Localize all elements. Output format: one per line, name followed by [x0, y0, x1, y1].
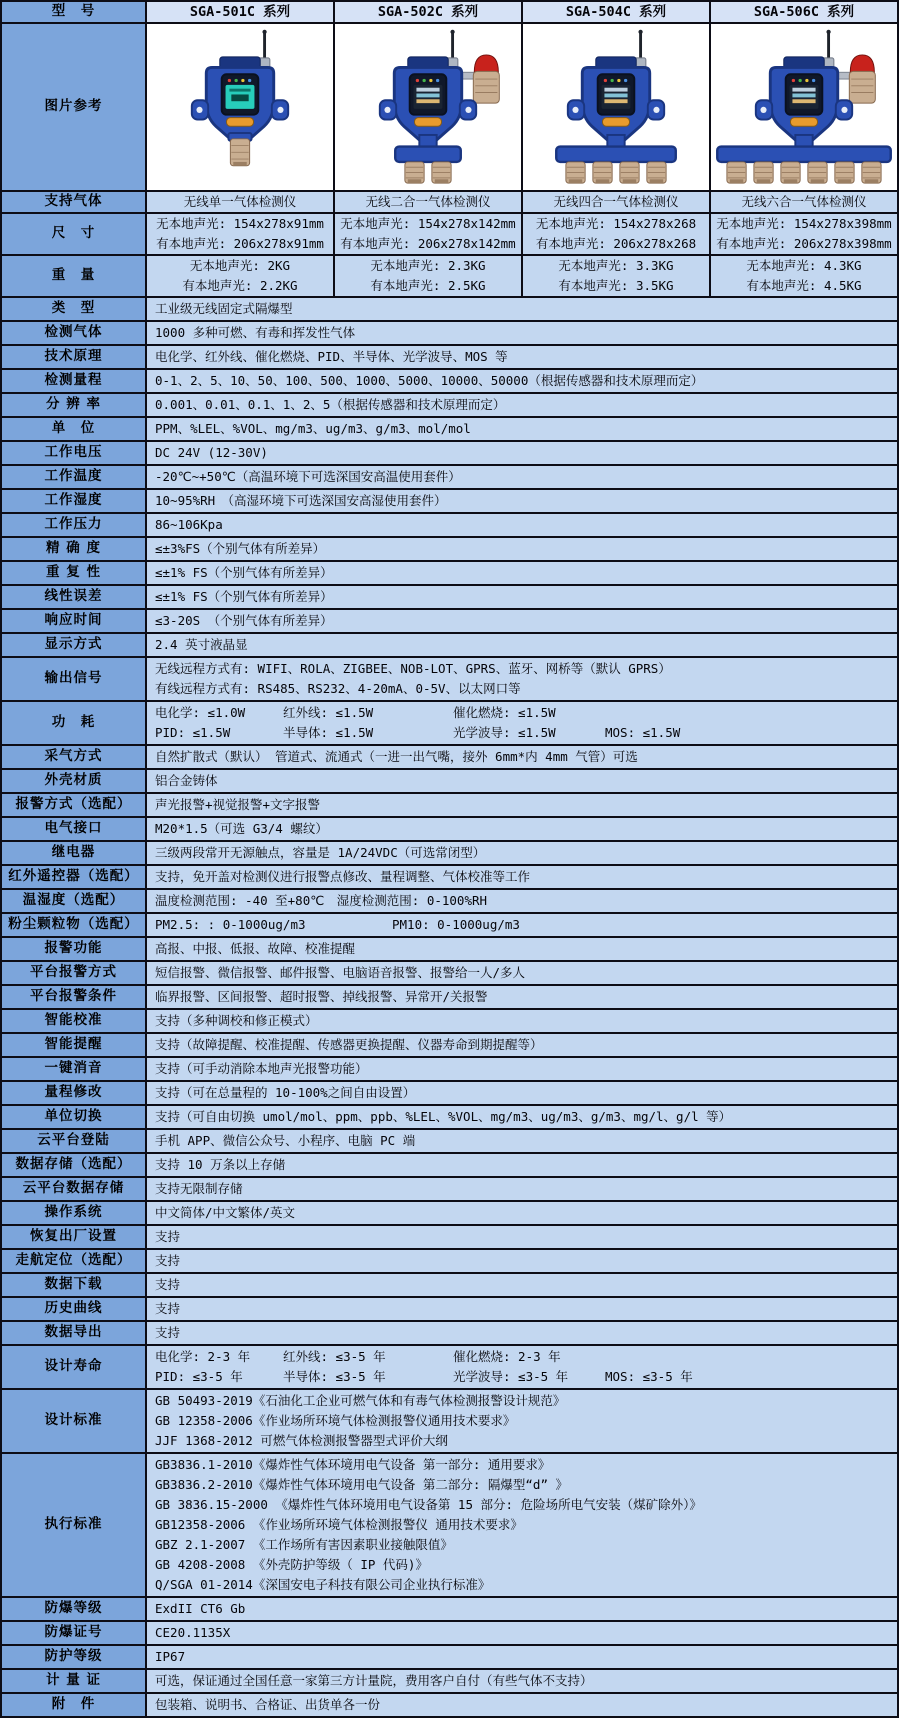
spec-row-weight [2, 256, 897, 298]
spec-label-electrical-port: 电气接口 [2, 818, 147, 840]
spec-label-gases: 支持气体 [2, 192, 147, 212]
spec-label-metering: 计 量 证 [2, 1670, 147, 1692]
spec-value-output [147, 658, 897, 700]
value-line: 三级两段常开无源触点，容量是 1A/24VDC（可选常闭型） [155, 845, 486, 860]
spec-row-platform-alarm [2, 962, 897, 986]
model-name: SGA-501C 系列 [189, 4, 291, 20]
value-line: JJF 1368-2012 可燃气体检测报警器型式评价大纲 [155, 1433, 448, 1448]
spec-label-images: 图片参考 [2, 24, 147, 190]
spec-label-ip-grade: 防护等级 [2, 1646, 147, 1668]
spec-row-pressure [2, 514, 897, 538]
spec-value-resolution [147, 394, 897, 416]
spec-value-unit-switch [147, 1106, 897, 1128]
spec-label-type: 类 型 [2, 298, 147, 320]
spec-row-export [2, 1322, 897, 1346]
value-line: 10~95%RH （高湿环境下可选深国安高湿使用套件） [155, 493, 447, 508]
spec-label-display: 显示方式 [2, 634, 147, 656]
value-line: 支持（可手动消除本地声光报警功能） [155, 1061, 368, 1076]
spec-row-principle [2, 346, 897, 370]
value-line: 支持 [155, 1277, 181, 1292]
spec-value-accuracy [147, 538, 897, 560]
spec-label-dust: 粉尘颗粒物（选配） [2, 914, 147, 936]
spec-label-principle: 技术原理 [2, 346, 147, 368]
spec-label-ex-grade: 防爆等级 [2, 1598, 147, 1620]
spec-value-range-mod [147, 1082, 897, 1104]
value-line: ≤±1% FS（个别气体有所差异） [155, 565, 333, 580]
value-line: 无本地声光: 2.3KG [370, 258, 486, 273]
spec-label-os: 操作系统 [2, 1202, 147, 1224]
spec-value-response [147, 610, 897, 632]
value-line: 支持（可自由切换 umol/mol、ppm、ppb、%LEL、%VOL、mg/m3、ug/m3、g/m3、mg/l、g/l 等） [155, 1109, 732, 1124]
device-illustration-sga-504c [524, 27, 708, 187]
spec-row-smart-cal [2, 1010, 897, 1034]
spec-value-temp-humi [147, 890, 897, 912]
spec-row-range [2, 370, 897, 394]
spec-row-repeatability [2, 562, 897, 586]
spec-value-ir-remote [147, 866, 897, 888]
spec-value-exec-std [147, 1454, 897, 1596]
value-segment: 半导体: ≤3-5 年 [283, 1369, 386, 1384]
spec-value-cloud-login [147, 1130, 897, 1152]
spec-row-cloud-login [2, 1130, 897, 1154]
value-line: 临界报警、区间报警、超时报警、掉线报警、异常开/关报警 [155, 989, 488, 1004]
model-header-sga-504c [523, 2, 711, 22]
device-illustration-sga-501c [148, 27, 332, 187]
value-line: 支持无限制存储 [155, 1181, 243, 1196]
device-illustration-sga-506c [712, 27, 896, 187]
model-header-sga-502c [335, 2, 523, 22]
spec-label-exec-std: 执行标准 [2, 1454, 147, 1596]
spec-row-alarm-func [2, 938, 897, 962]
value-line: ≤±3%FS（个别气体有所差异） [155, 541, 326, 556]
spec-row-temp-humi [2, 890, 897, 914]
value-line: 无本地声光: 4.3KG [746, 258, 862, 273]
spec-value-electrical-port [147, 818, 897, 840]
spec-value-dust [147, 914, 897, 936]
spec-label-download: 数据下载 [2, 1274, 147, 1296]
value-segment: 电化学: 2-3 年 [155, 1349, 251, 1364]
spec-row-range-mod [2, 1082, 897, 1106]
spec-label-accuracy: 精 确 度 [2, 538, 147, 560]
value-line: GB3836.1-2010《爆炸性气体环境用电气设备 第一部分: 通用要求》 [155, 1457, 551, 1472]
spec-row-type [2, 298, 897, 322]
value-line: 支持（多种调校和修正模式） [155, 1013, 318, 1028]
value-line: 支持（故障提醒、校准提醒、传感器更换提醒、仪器寿命到期提醒等） [155, 1037, 543, 1052]
value-line: GB12358-2006 《作业场所环境气体检测报警仪 通用技术要求》 [155, 1517, 523, 1532]
spec-value-metering [147, 1670, 897, 1692]
spec-label-response: 响应时间 [2, 610, 147, 632]
value-line: 包装箱、说明书、合格证、出货单各一份 [155, 1697, 381, 1712]
value-line: 无本地声光: 2KG [189, 258, 291, 273]
spec-value-weight-col3 [523, 256, 711, 296]
value-line: 支持 [155, 1325, 181, 1340]
spec-value-gases-col1 [147, 192, 335, 212]
spec-label-model: 型 号 [2, 2, 147, 22]
spec-label-mute: 一键消音 [2, 1058, 147, 1080]
value-line: GBZ 2.1-2007 《工作场所有害因素职业接触限值》 [155, 1537, 453, 1552]
spec-value-lifespan [147, 1346, 897, 1388]
value-line: 有本地声光: 2.2KG [182, 278, 298, 293]
spec-label-size: 尺 寸 [2, 214, 147, 254]
spec-label-ir-remote: 红外遥控器（选配） [2, 866, 147, 888]
spec-row-gas-count [2, 322, 897, 346]
value-segment: 红外线: ≤1.5W [283, 705, 374, 720]
value-line: 支持 10 万条以上存储 [155, 1157, 286, 1172]
spec-value-principle [147, 346, 897, 368]
spec-value-design-std [147, 1390, 897, 1452]
value-line: 支持（可在总量程的 10-100%之间自由设置） [155, 1085, 416, 1100]
value-line: 有本地声光: 206x278x268 [535, 236, 697, 251]
product-image-sga-501c [147, 24, 335, 190]
value-line: 高报、中报、低报、故障、校准提醒 [155, 941, 356, 956]
value-line: 铝合金铸体 [155, 773, 218, 788]
value-line: 短信报警、微信报警、邮件报警、电脑语音报警、报警给一人/多人 [155, 965, 526, 980]
spec-label-cloud-login: 云平台登陆 [2, 1130, 147, 1152]
value-line: 有本地声光: 3.5KG [558, 278, 674, 293]
value-segment: PM2.5: : 0-1000ug/m3 [155, 917, 306, 932]
value-line: PPM、%LEL、%VOL、mg/m3、ug/m3、g/m3、mol/mol [155, 421, 471, 436]
value-line: IP67 [155, 1649, 186, 1664]
spec-value-nav-locate [147, 1250, 897, 1272]
value-line: 无本地声光: 154x278x91mm [156, 216, 324, 231]
spec-row-unit-switch [2, 1106, 897, 1130]
spec-value-smart-cal [147, 1010, 897, 1032]
spec-value-platform-alarm [147, 962, 897, 984]
spec-row-electrical-port [2, 818, 897, 842]
spec-row-ex-grade [2, 1598, 897, 1622]
spec-label-cloud-storage: 云平台数据存储 [2, 1178, 147, 1200]
value-line [155, 915, 889, 935]
value-line: 有本地声光: 4.5KG [746, 278, 862, 293]
spec-row-voltage [2, 442, 897, 466]
spec-value-gases-col4 [711, 192, 897, 212]
spec-label-smart-remind: 智能提醒 [2, 1034, 147, 1056]
value-line: 0.001、0.01、0.1、1、2、5（根据传感器和技术原理而定） [155, 397, 506, 412]
spec-value-ip-grade [147, 1646, 897, 1668]
value-line: 工业级无线固定式隔爆型 [155, 301, 293, 316]
value-line: ≤±1% FS（个别气体有所差异） [155, 589, 333, 604]
spec-row-storage [2, 1154, 897, 1178]
value-line: 有本地声光: 206x278x398mm [716, 236, 892, 251]
spec-row-size [2, 214, 897, 256]
value-line: DC 24V (12-30V) [155, 445, 268, 460]
spec-row-os [2, 1202, 897, 1226]
spec-row-gases [2, 192, 897, 214]
spec-label-alarm-func: 报警功能 [2, 938, 147, 960]
value-line: GB3836.2-2010《爆炸性气体环境用电气设备 第二部分: 隔爆型“d” 》 [155, 1477, 569, 1492]
model-name: SGA-502C 系列 [377, 4, 479, 20]
value-line: 无本地声光: 154x278x398mm [716, 216, 892, 231]
spec-row-alarm-mode [2, 794, 897, 818]
spec-value-voltage [147, 442, 897, 464]
spec-row-accessories [2, 1694, 897, 1716]
spec-row-response [2, 610, 897, 634]
value-line: 无线单一气体检测仪 [183, 194, 297, 209]
value-line: M20*1.5（可选 G3/4 螺纹） [155, 821, 328, 836]
spec-label-weight: 重 量 [2, 256, 147, 296]
spec-value-display [147, 634, 897, 656]
value-segment: 电化学: ≤1.0W [155, 705, 246, 720]
spec-value-work-humidity [147, 490, 897, 512]
spec-label-work-temp: 工作温度 [2, 466, 147, 488]
value-line: Q/SGA 01-2014《深国安电子科技有限公司企业执行标准》 [155, 1577, 491, 1592]
spec-label-ex-cert: 防爆证号 [2, 1622, 147, 1644]
spec-value-size-col1 [147, 214, 335, 254]
spec-value-download [147, 1274, 897, 1296]
spec-row-download [2, 1274, 897, 1298]
spec-label-alarm-mode: 报警方式（选配） [2, 794, 147, 816]
value-line: 无线六合一气体检测仪 [741, 194, 867, 209]
spec-value-size-col4 [711, 214, 897, 254]
value-line: GB 3836.15-2000 《爆炸性气体环境用电气设备第 15 部分: 危险场所电气安装（煤矿除外）》 [155, 1497, 702, 1512]
spec-label-platform-alarm: 平台报警方式 [2, 962, 147, 984]
value-line: 无线四合一气体检测仪 [553, 194, 679, 209]
spec-row-platform-cond [2, 986, 897, 1010]
spec-value-linearity [147, 586, 897, 608]
spec-label-factory-reset: 恢复出厂设置 [2, 1226, 147, 1248]
spec-label-smart-cal: 智能校准 [2, 1010, 147, 1032]
spec-value-gases-col2 [335, 192, 523, 212]
spec-row-unit [2, 418, 897, 442]
spec-label-sampling: 采气方式 [2, 746, 147, 768]
spec-label-pressure: 工作压力 [2, 514, 147, 536]
spec-value-history [147, 1298, 897, 1320]
spec-value-alarm-func [147, 938, 897, 960]
value-line: 0-1、2、5、10、50、100、500、1000、5000、10000、50000（根据传感器和技术原理而定） [155, 373, 704, 388]
spec-value-accessories [147, 1694, 897, 1716]
model-header-sga-501c [147, 2, 335, 22]
spec-value-storage [147, 1154, 897, 1176]
spec-value-weight-col1 [147, 256, 335, 296]
spec-label-work-humidity: 工作湿度 [2, 490, 147, 512]
value-segment: 催化燃烧: 2-3 年 [453, 1349, 561, 1364]
spec-value-cloud-storage [147, 1178, 897, 1200]
spec-value-repeatability [147, 562, 897, 584]
value-line: 2.4 英寸液晶显 [155, 637, 248, 652]
spec-label-nav-locate: 走航定位（选配） [2, 1250, 147, 1272]
spec-value-gases-col3 [523, 192, 711, 212]
value-line: 温度检测范围: -40 至+80℃ 湿度检测范围: 0-100%RH [155, 893, 488, 908]
spec-row-smart-remind [2, 1034, 897, 1058]
value-segment: MOS: ≤3-5 年 [605, 1369, 693, 1384]
value-line: 手机 APP、微信公众号、小程序、电脑 PC 端 [155, 1133, 416, 1148]
value-line: 有本地声光: 2.5KG [370, 278, 486, 293]
spec-row-ex-cert [2, 1622, 897, 1646]
spec-value-factory-reset [147, 1226, 897, 1248]
value-segment: 光学波导: ≤3-5 年 [453, 1369, 569, 1384]
value-segment: 光学波导: ≤1.5W [453, 725, 556, 740]
spec-row-ip-grade [2, 1646, 897, 1670]
value-line: GB 4208-2008 《外壳防护等级（ IP 代码)》 [155, 1557, 428, 1572]
value-line [155, 703, 889, 723]
spec-value-export [147, 1322, 897, 1344]
spec-value-range [147, 370, 897, 392]
spec-row-cloud-storage [2, 1178, 897, 1202]
product-image-row [2, 24, 897, 192]
spec-value-work-temp [147, 466, 897, 488]
product-image-sga-502c [335, 24, 523, 190]
spec-label-accessories: 附 件 [2, 1694, 147, 1716]
spec-value-shell [147, 770, 897, 792]
value-line: 有线远程方式有: RS485、RS232、4-20mA、0-5V、以太网口等 [155, 681, 521, 696]
spec-label-history: 历史曲线 [2, 1298, 147, 1320]
spec-value-alarm-mode [147, 794, 897, 816]
spec-label-design-std: 设计标准 [2, 1390, 147, 1452]
value-line: 无本地声光: 154x278x268 [535, 216, 697, 231]
spec-value-power [147, 702, 897, 744]
spec-row-output [2, 658, 897, 702]
value-line: 中文简体/中文繁体/英文 [155, 1205, 296, 1220]
value-line: 86~106Kpa [155, 517, 223, 532]
value-segment: MOS: ≤1.5W [605, 725, 681, 740]
value-line: 无线二合一气体检测仪 [365, 194, 491, 209]
spec-value-platform-cond [147, 986, 897, 1008]
spec-label-platform-cond: 平台报警条件 [2, 986, 147, 1008]
spec-label-lifespan: 设计寿命 [2, 1346, 147, 1388]
spec-row-resolution [2, 394, 897, 418]
spec-row-accuracy [2, 538, 897, 562]
value-segment: 催化燃烧: ≤1.5W [453, 705, 556, 720]
model-header-sga-506c [711, 2, 897, 22]
spec-label-range-mod: 量程修改 [2, 1082, 147, 1104]
value-line: 无本地声光: 154x278x142mm [340, 216, 516, 231]
value-line: 有本地声光: 206x278x142mm [340, 236, 516, 251]
spec-value-ex-grade [147, 1598, 897, 1620]
value-line: 1000 多种可燃、有毒和挥发性气体 [155, 325, 356, 340]
spec-row-power [2, 702, 897, 746]
spec-label-unit-switch: 单位切换 [2, 1106, 147, 1128]
spec-row-linearity [2, 586, 897, 610]
spec-value-pressure [147, 514, 897, 536]
spec-rows [2, 192, 897, 1716]
spec-value-type [147, 298, 897, 320]
spec-row-shell [2, 770, 897, 794]
value-segment: PM10: 0-1000ug/m3 [392, 917, 520, 932]
spec-value-gas-count [147, 322, 897, 344]
spec-value-weight-col4 [711, 256, 897, 296]
spec-row-lifespan [2, 1346, 897, 1390]
device-illustration-sga-502c [336, 27, 520, 187]
model-name: SGA-504C 系列 [565, 4, 667, 20]
spec-label-power: 功 耗 [2, 702, 147, 744]
spec-value-size-col2 [335, 214, 523, 254]
spec-row-factory-reset [2, 1226, 897, 1250]
spec-row-display [2, 634, 897, 658]
spec-label-gas-count: 检测气体 [2, 322, 147, 344]
value-line: GB 50493-2019《石油化工企业可燃气体和有毒气体检测报警设计规范》 [155, 1393, 566, 1408]
spec-value-relay [147, 842, 897, 864]
spec-label-temp-humi: 温湿度（选配） [2, 890, 147, 912]
spec-row-exec-std [2, 1454, 897, 1598]
value-line: 可选，保证通过全国任意一家第三方计量院，费用客户自付（有些气体不支持） [155, 1673, 593, 1688]
spec-label-range: 检测量程 [2, 370, 147, 392]
value-line: ≤3-20S （个别气体有所差异） [155, 613, 333, 628]
value-segment: 红外线: ≤3-5 年 [283, 1349, 386, 1364]
spec-value-ex-cert [147, 1622, 897, 1644]
value-line: 支持 [155, 1253, 181, 1268]
value-line: 支持，免开盖对检测仪进行报警点修改、量程调整、气体校准等工作 [155, 869, 531, 884]
product-image-sga-506c [711, 24, 897, 190]
header-row [2, 2, 897, 24]
spec-label-output: 输出信号 [2, 658, 147, 700]
spec-label-repeatability: 重 复 性 [2, 562, 147, 584]
value-line: 电化学、红外线、催化燃烧、PID、半导体、光学波导、MOS 等 [155, 349, 508, 364]
value-line: 支持 [155, 1229, 181, 1244]
value-segment: 半导体: ≤1.5W [283, 725, 374, 740]
spec-value-mute [147, 1058, 897, 1080]
spec-label-shell: 外壳材质 [2, 770, 147, 792]
value-line: 无本地声光: 3.3KG [558, 258, 674, 273]
spec-row-work-humidity [2, 490, 897, 514]
spec-value-size-col3 [523, 214, 711, 254]
spec-row-relay [2, 842, 897, 866]
spec-label-export: 数据导出 [2, 1322, 147, 1344]
value-line: GB 12358-2006《作业场所环境气体检测报警仪通用技术要求》 [155, 1413, 516, 1428]
spec-row-work-temp [2, 466, 897, 490]
spec-row-nav-locate [2, 1250, 897, 1274]
value-segment: PID: ≤3-5 年 [155, 1369, 243, 1384]
spec-value-sampling [147, 746, 897, 768]
spec-value-unit [147, 418, 897, 440]
spec-value-smart-remind [147, 1034, 897, 1056]
spec-label-voltage: 工作电压 [2, 442, 147, 464]
spec-value-weight-col2 [335, 256, 523, 296]
value-line: -20℃~+50℃（高温环境下可选深国安高温使用套件） [155, 469, 461, 484]
value-line: ExdII CT6 Gb [155, 1601, 246, 1616]
value-line: 有本地声光: 206x278x91mm [156, 236, 324, 251]
spec-label-linearity: 线性误差 [2, 586, 147, 608]
spec-label-unit: 单 位 [2, 418, 147, 440]
value-line: CE20.1135X [155, 1625, 231, 1640]
model-name: SGA-506C 系列 [753, 4, 855, 20]
spec-label-storage: 数据存储（选配） [2, 1154, 147, 1176]
value-segment: PID: ≤1.5W [155, 725, 231, 740]
spec-value-os [147, 1202, 897, 1224]
spec-row-history [2, 1298, 897, 1322]
spec-row-design-std [2, 1390, 897, 1454]
value-line: 自然扩散式（默认） 管道式、流通式（一进一出气嘴，接外 6mm*内 4mm 气管）可选 [155, 749, 638, 764]
spec-row-dust [2, 914, 897, 938]
value-line [155, 1347, 889, 1367]
spec-row-sampling [2, 746, 897, 770]
spec-row-mute [2, 1058, 897, 1082]
spec-label-resolution: 分 辨 率 [2, 394, 147, 416]
value-line: 支持 [155, 1301, 181, 1316]
spec-row-ir-remote [2, 866, 897, 890]
value-line [155, 1367, 889, 1387]
value-line: 无线远程方式有: WIFI、ROLA、ZIGBEE、NOB-LOT、GPRS、蓝牙、网桥等（默认 GPRS） [155, 661, 671, 676]
spec-row-metering [2, 1670, 897, 1694]
value-line: 声光报警+视觉报警+文字报警 [155, 797, 321, 812]
product-image-sga-504c [523, 24, 711, 190]
value-line [155, 723, 889, 743]
spec-label-relay: 继电器 [2, 842, 147, 864]
